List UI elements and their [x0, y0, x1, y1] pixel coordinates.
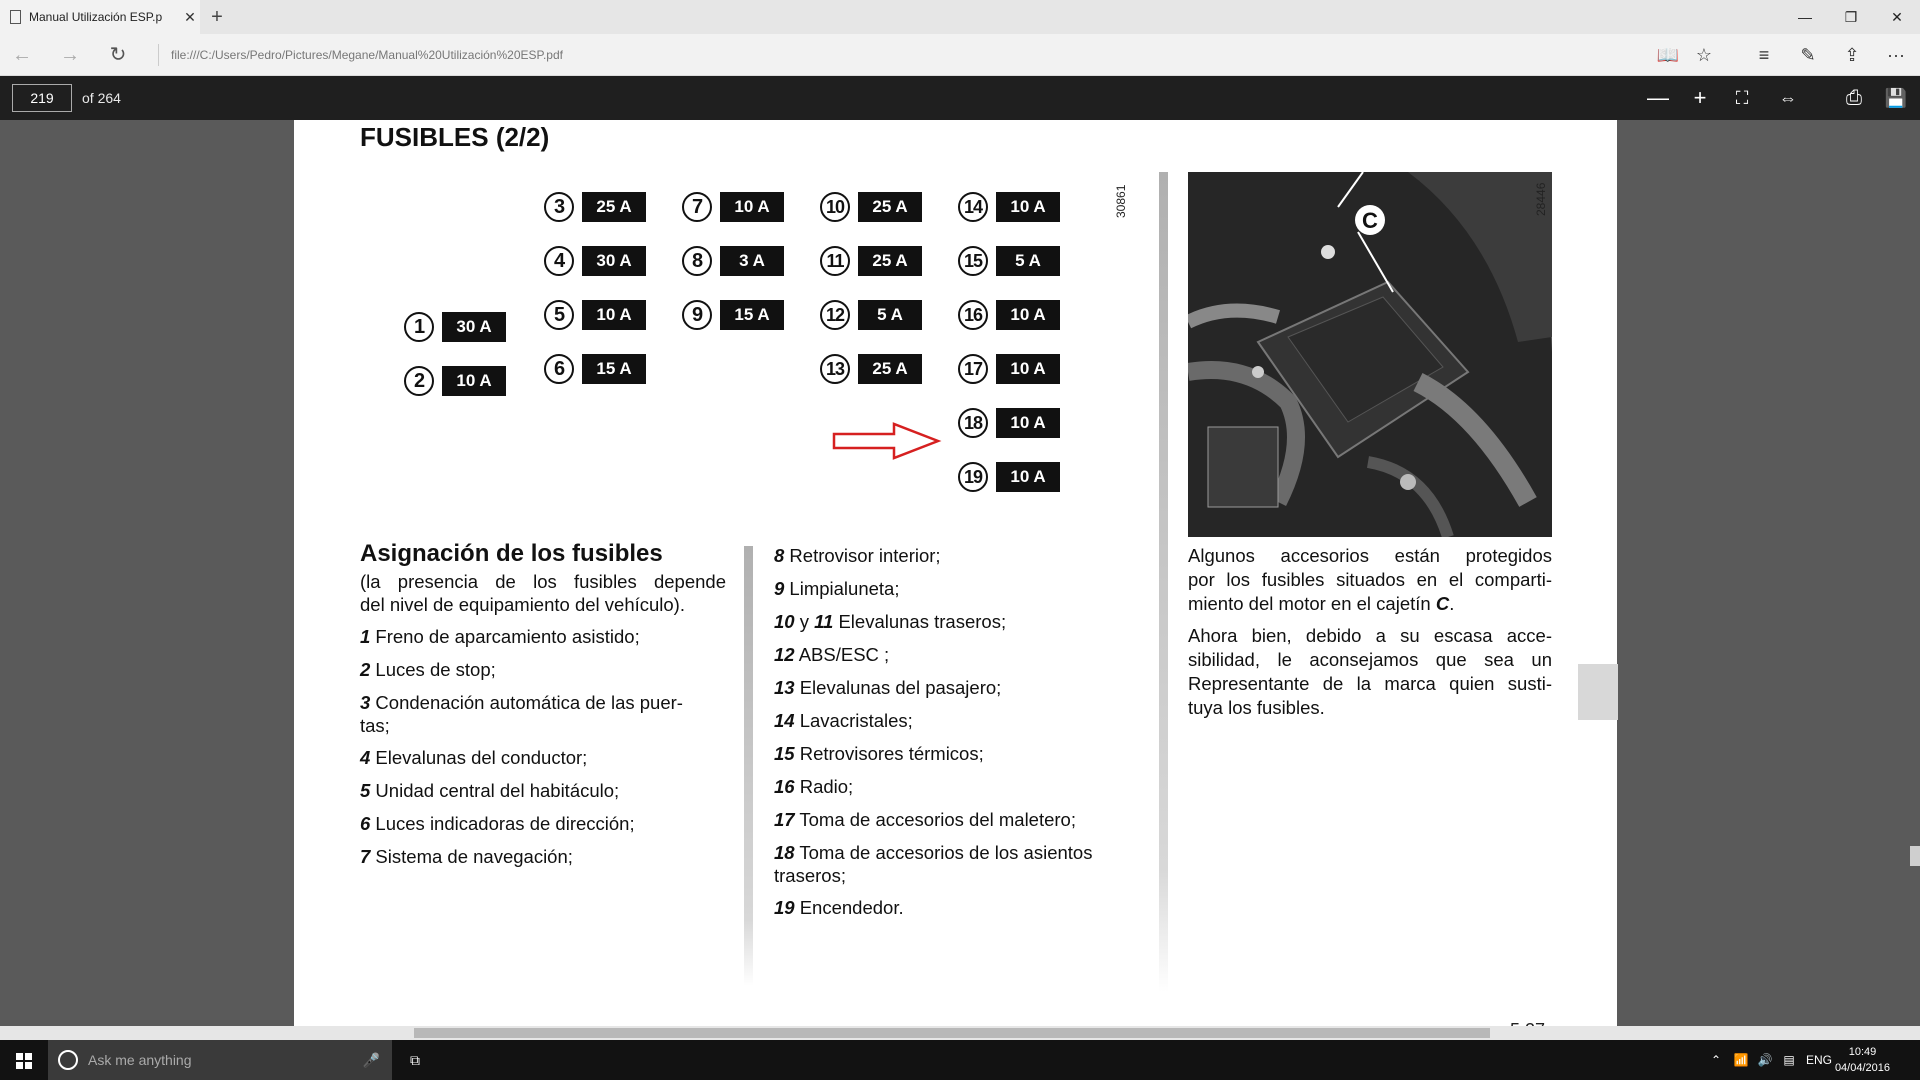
fuse-number: 16	[958, 300, 988, 330]
accessories-text-line3: miento del motor en el cajetín C.	[1188, 593, 1455, 614]
pdf-page	[294, 120, 1617, 1026]
minimize-button[interactable]: —	[1798, 9, 1812, 25]
reading-view-icon[interactable]: 📖	[1656, 45, 1680, 65]
horizontal-scroll-thumb[interactable]	[414, 1028, 1490, 1038]
fuse-amperage: 10 A	[442, 366, 506, 396]
list-item-number: 19	[774, 897, 795, 918]
clock-date: 04/04/2016	[1834, 1062, 1890, 1074]
fit-page-button[interactable]: ⛶	[1735, 88, 1749, 108]
start-button[interactable]	[0, 1040, 48, 1080]
list-item	[360, 658, 726, 681]
list-item	[774, 896, 1140, 919]
title-text: FUSIBLES	[360, 122, 489, 152]
list-item-text: Toma de accesorios del maletero;	[794, 809, 1076, 830]
list-item-number: 2	[360, 659, 371, 680]
share-icon[interactable]: ⇪	[1844, 45, 1860, 65]
fuse-number: 10	[820, 192, 850, 222]
fuse-19	[958, 462, 1060, 492]
fuse-amperage: 10 A	[996, 462, 1060, 492]
list-item-number: 13	[774, 677, 795, 698]
clock[interactable]	[1835, 1044, 1890, 1076]
page-count: of 264	[82, 90, 121, 106]
fuse-number: 17	[958, 354, 988, 384]
accessories-text-line1: Algunos accesorios están protegidos	[1188, 545, 1552, 566]
fuse-number: 4	[544, 246, 574, 276]
web-note-icon[interactable]: ✎	[1800, 45, 1816, 65]
wifi-icon[interactable]: 📶	[1733, 1053, 1749, 1067]
fuse-8	[682, 246, 784, 276]
navigation-bar	[0, 34, 1920, 76]
photo-label: C	[1362, 208, 1378, 233]
taskbar	[0, 1040, 1920, 1080]
list-item-text: Freno de aparcamiento asistido;	[370, 626, 640, 647]
fuse-amperage: 3 A	[720, 246, 784, 276]
fuse-5	[544, 300, 646, 330]
list-item-text: Lavacristales;	[794, 710, 913, 731]
list-item-text: Elevalunas del pasajero;	[794, 677, 1002, 698]
print-button[interactable]: ⎙	[1846, 87, 1862, 109]
list-item-number: 5	[360, 780, 371, 801]
fuse-number: 9	[682, 300, 712, 330]
list-item-text: Condenación automática de las puer-	[370, 692, 683, 713]
list-item-text: Luces de stop;	[370, 659, 496, 680]
fuse-number: 2	[404, 366, 434, 396]
fuse-amperage: 15 A	[720, 300, 784, 330]
tab-title: Manual Utilización ESP.p	[29, 10, 163, 24]
fuse-number: 12	[820, 300, 850, 330]
task-view-button[interactable]: ⧉	[410, 1052, 420, 1068]
list-item-text: Unidad central del habitáculo;	[370, 780, 620, 801]
list-item-number: 11	[814, 611, 834, 632]
fuse-3	[544, 192, 646, 222]
list-item	[360, 779, 726, 802]
language-indicator[interactable]: ENG	[1805, 1053, 1832, 1067]
fuse-amperage: 10 A	[996, 408, 1060, 438]
zoom-in-button[interactable]: +	[1693, 85, 1707, 110]
fuse-10	[820, 192, 922, 222]
advice-text-line4: tuya los fusibles.	[1188, 697, 1325, 718]
cortana-icon	[58, 1050, 78, 1070]
fuse-amperage: 25 A	[858, 246, 922, 276]
column-divider	[1159, 172, 1168, 992]
fuse-number: 11	[820, 246, 850, 276]
refresh-button[interactable]: ↻	[109, 44, 127, 66]
list-item-number: 1	[360, 626, 371, 647]
fuse-7	[682, 192, 784, 222]
list-item-number: 17	[774, 809, 795, 830]
fuse-number: 13	[820, 354, 850, 384]
page-side-tab	[1578, 664, 1618, 720]
column-divider	[744, 546, 753, 986]
list-item	[360, 691, 726, 737]
assignment-subtitle-line1: (la presencia de los fusibles depende	[360, 571, 726, 592]
list-item-number: 16	[774, 776, 795, 797]
list-item-text-continued: traseros;	[774, 865, 846, 886]
fuse-number: 1	[404, 312, 434, 342]
fuse-amperage: 25 A	[858, 354, 922, 384]
photo-reference: 28446	[1534, 182, 1548, 216]
list-item	[774, 709, 1140, 732]
accessories-text-line2: por los fusibles situados en el comparti-	[1188, 569, 1552, 590]
list-item-number: 14	[774, 710, 795, 731]
fuse-amperage: 25 A	[858, 192, 922, 222]
search-placeholder: Ask me anything	[88, 1052, 192, 1068]
volume-icon[interactable]: 🔊	[1757, 1053, 1773, 1067]
fuse-amperage: 30 A	[582, 246, 646, 276]
address-bar[interactable]: file:///C:/Users/Pedro/Pictures/Megane/Manual%20Utilización%20ESP.pdf	[158, 44, 1608, 66]
list-item-text: Encendedor.	[794, 897, 904, 918]
list-item	[774, 841, 1140, 887]
fuse-12	[820, 300, 922, 330]
notifications-icon[interactable]: ▤	[1783, 1053, 1795, 1067]
fuse-15	[958, 246, 1060, 276]
list-item-text: Radio;	[794, 776, 854, 797]
list-item	[774, 742, 1140, 765]
tab-close-icon[interactable]: ✕	[184, 8, 196, 25]
title-bar	[0, 0, 1920, 34]
list-item	[774, 676, 1140, 699]
fuse-2	[404, 366, 506, 396]
list-item-text: ABS/ESC ;	[794, 644, 890, 665]
fuse-number: 14	[958, 192, 988, 222]
zoom-out-button[interactable]: —	[1647, 85, 1669, 110]
fuse-amperage: 10 A	[996, 300, 1060, 330]
fuse-number: 18	[958, 408, 988, 438]
list-item-text-continued: tas;	[360, 715, 390, 736]
fuse-amperage: 5 A	[858, 300, 922, 330]
list-item-text: Elevalunas traseros;	[833, 611, 1007, 632]
fuse-1	[404, 312, 506, 342]
fuse-number: 5	[544, 300, 574, 330]
list-item-number: 12	[774, 644, 795, 665]
windows-logo-icon	[16, 1053, 23, 1060]
fuse-amperage: 25 A	[582, 192, 646, 222]
fuse-9	[682, 300, 784, 330]
list-item	[774, 610, 1140, 633]
save-button[interactable]: 💾	[1884, 88, 1908, 108]
advice-text-line2: sibilidad, le aconsejamos que sea un	[1188, 649, 1552, 670]
fuse-number: 7	[682, 192, 712, 222]
cortana-search-box[interactable]	[48, 1040, 392, 1080]
fuse-6	[544, 354, 646, 384]
fuse-amperage: 15 A	[582, 354, 646, 384]
list-item-number: 6	[360, 813, 371, 834]
forward-button[interactable]: →	[60, 44, 80, 66]
fit-width-button[interactable]: ⇔	[1779, 88, 1797, 108]
list-item	[360, 746, 726, 769]
list-item-text: Limpialuneta;	[784, 578, 900, 599]
title-part: (2/2)	[495, 122, 550, 152]
document-icon	[10, 10, 21, 24]
show-hidden-icons-button[interactable]: ⌃	[1710, 1053, 1722, 1067]
list-item	[360, 845, 726, 868]
clock-time: 10:49	[1848, 1046, 1877, 1058]
fuse-number: 8	[682, 246, 712, 276]
fuse-number: 15	[958, 246, 988, 276]
fuse-amperage: 30 A	[442, 312, 506, 342]
vertical-scroll-thumb[interactable]	[1910, 846, 1920, 866]
diagram-reference: 30861	[1114, 184, 1128, 218]
fuse-number: 3	[544, 192, 574, 222]
back-button[interactable]: ←	[12, 44, 32, 66]
page-number-input[interactable]: 219	[12, 84, 72, 112]
list-item-number: 3	[360, 692, 371, 713]
fuse-amperage: 10 A	[582, 300, 646, 330]
red-arrow-icon	[832, 422, 942, 460]
list-item-number: 9	[774, 578, 785, 599]
list-item-number: 15	[774, 743, 795, 764]
advice-text-line1: Ahora bien, debido a su escasa acce-	[1188, 625, 1552, 646]
advice-text-line3: Representante de la marca quien susti-	[1188, 673, 1552, 694]
fuse-4	[544, 246, 646, 276]
more-icon[interactable]: ···	[1887, 45, 1905, 65]
horizontal-scrollbar[interactable]	[0, 1026, 1920, 1040]
fuse-11	[820, 246, 922, 276]
page-title	[360, 122, 549, 153]
fuse-18	[958, 408, 1060, 438]
list-item-connector: y	[794, 611, 815, 632]
fuse-amperage: 10 A	[720, 192, 784, 222]
fuse-13	[820, 354, 922, 384]
list-item-number: 4	[360, 747, 371, 768]
list-item-text: Retrovisor interior;	[784, 545, 941, 566]
pdf-toolbar	[0, 76, 1920, 120]
favorite-star-icon[interactable]: ☆	[1695, 45, 1713, 65]
list-item-number: 8	[774, 545, 785, 566]
engine-photo	[1188, 172, 1552, 537]
list-item-text: Sistema de navegación;	[370, 846, 573, 867]
fuse-number: 6	[544, 354, 574, 384]
fuse-amperage: 10 A	[996, 192, 1060, 222]
fuse-amperage: 10 A	[996, 354, 1060, 384]
list-item	[774, 775, 1140, 798]
assignment-subtitle-line2: del nivel de equipamiento del vehículo).	[360, 594, 685, 615]
list-item	[774, 544, 1140, 567]
list-item	[774, 577, 1140, 600]
list-item-number: 7	[360, 846, 371, 867]
fuse-number: 19	[958, 462, 988, 492]
browser-tab[interactable]	[0, 0, 200, 34]
fuse-16	[958, 300, 1060, 330]
list-item	[774, 808, 1140, 831]
close-window-button[interactable]: ✕	[1891, 9, 1903, 25]
list-item-text: Luces indicadoras de dirección;	[370, 813, 635, 834]
list-item	[360, 625, 726, 648]
list-item-text: Elevalunas del conductor;	[370, 747, 588, 768]
microphone-icon[interactable]: 🎤	[362, 1052, 380, 1068]
assignment-title: Asignación de los fusibles	[360, 540, 663, 567]
fuse-17	[958, 354, 1060, 384]
list-item	[774, 643, 1140, 666]
list-item-number: 18	[774, 842, 795, 863]
list-item-text: Toma de accesorios de los asientos	[794, 842, 1093, 863]
fuse-amperage: 5 A	[996, 246, 1060, 276]
fuse-14	[958, 192, 1060, 222]
maximize-button[interactable]: ❐	[1844, 9, 1858, 25]
list-item-number: 10	[774, 611, 795, 632]
new-tab-button[interactable]: +	[211, 6, 223, 28]
hub-icon[interactable]: ≡	[1758, 45, 1770, 65]
list-item	[360, 812, 726, 835]
list-item-text: Retrovisores térmicos;	[794, 743, 984, 764]
